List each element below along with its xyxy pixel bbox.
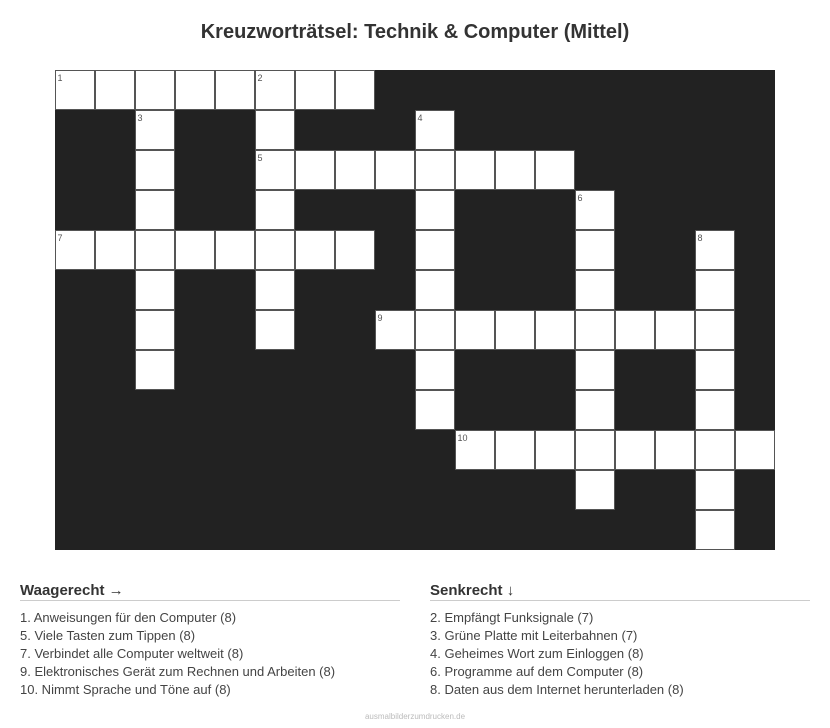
across-clues [20, 582, 400, 699]
clue-number: 8 [697, 232, 703, 243]
grid-cell[interactable] [95, 230, 135, 270]
grid-cell[interactable] [455, 310, 495, 350]
grid-cell[interactable] [495, 430, 535, 470]
clue-down: 2. Empfängt Funksignale (7) [430, 610, 594, 625]
clue-number: 4 [417, 112, 423, 123]
grid-cell[interactable] [295, 150, 335, 190]
grid-cell[interactable] [375, 310, 415, 350]
clue-across: 5. Viele Tasten zum Tippen (8) [20, 628, 196, 643]
grid-cell[interactable] [495, 310, 535, 350]
grid-cell[interactable] [255, 190, 295, 230]
grid-cell[interactable] [255, 110, 295, 150]
grid-cell[interactable] [415, 230, 455, 270]
clue-across: 9. Elektronisches Gerät zum Rechnen und Arbeiten (8) [20, 664, 336, 679]
clue-number: 7 [57, 232, 63, 243]
grid-cell[interactable] [575, 470, 615, 510]
across-heading: Waagerecht → [20, 582, 400, 601]
grid-cell[interactable] [335, 150, 375, 190]
grid-cell[interactable] [255, 230, 295, 270]
grid-cell[interactable] [175, 230, 215, 270]
grid-cell[interactable] [575, 350, 615, 390]
grid-cell[interactable] [255, 270, 295, 310]
grid-cell[interactable] [415, 270, 455, 310]
grid-cell[interactable] [135, 270, 175, 310]
grid-cell[interactable] [55, 70, 95, 110]
grid-cell[interactable] [575, 270, 615, 310]
grid-cell[interactable] [135, 70, 175, 110]
grid-cell[interactable] [655, 430, 695, 470]
clue-number: 2 [257, 72, 263, 83]
grid-cell[interactable] [135, 230, 175, 270]
grid-cell[interactable] [415, 190, 455, 230]
clue-number: 1 [57, 72, 63, 83]
grid-cell[interactable] [55, 230, 95, 270]
grid-cell[interactable] [695, 230, 735, 270]
grid-cell[interactable] [695, 430, 735, 470]
grid-cell[interactable] [615, 430, 655, 470]
grid-cell[interactable] [215, 230, 255, 270]
grid-cell[interactable] [695, 310, 735, 350]
down-clues [430, 582, 810, 699]
grid-cell[interactable] [135, 190, 175, 230]
grid-cell[interactable] [415, 310, 455, 350]
grid-cell[interactable] [135, 110, 175, 150]
grid-cell[interactable] [135, 310, 175, 350]
footer-watermark: ausmalbilderzumdrucken.de [364, 712, 466, 721]
grid-cell[interactable] [255, 150, 295, 190]
grid-cell[interactable] [695, 470, 735, 510]
grid-cell[interactable] [255, 70, 295, 110]
clue-number: 10 [457, 432, 468, 443]
grid-cell[interactable] [415, 110, 455, 150]
grid-cell[interactable] [215, 70, 255, 110]
grid-cell[interactable] [695, 270, 735, 310]
grid-cell[interactable] [255, 310, 295, 350]
grid-cell[interactable] [535, 150, 575, 190]
down-heading: Senkrecht ↓ [430, 582, 810, 601]
crossword-grid [55, 70, 775, 550]
grid-cell[interactable] [415, 150, 455, 190]
grid-cell[interactable] [735, 430, 775, 470]
grid-cell[interactable] [535, 310, 575, 350]
clue-number: 6 [577, 192, 583, 203]
clue-number: 3 [137, 112, 143, 123]
clue-down: 4. Geheimes Wort zum Einloggen (8) [430, 646, 644, 661]
grid-cell[interactable] [695, 390, 735, 430]
grid-cell[interactable] [575, 230, 615, 270]
grid-cell[interactable] [335, 70, 375, 110]
grid-cell[interactable] [375, 150, 415, 190]
grid-cell[interactable] [135, 350, 175, 390]
grid-cell[interactable] [455, 150, 495, 190]
grid-cell[interactable] [95, 70, 135, 110]
clue-number: 5 [257, 152, 263, 163]
clue-across: 1. Anweisungen für den Computer (8) [20, 610, 237, 625]
grid-cell[interactable] [455, 430, 495, 470]
grid-cell[interactable] [575, 190, 615, 230]
grid-cell[interactable] [575, 430, 615, 470]
grid-cell[interactable] [695, 510, 735, 550]
grid-cell[interactable] [695, 350, 735, 390]
grid-cell[interactable] [335, 230, 375, 270]
grid-cell[interactable] [175, 70, 215, 110]
clue-down: 3. Grüne Platte mit Leiterbahnen (7) [430, 628, 638, 643]
grid-cell[interactable] [575, 390, 615, 430]
clue-number: 9 [377, 312, 383, 323]
grid-cell[interactable] [135, 150, 175, 190]
page-title: Kreuzworträtsel: Technik & Computer (Mittel) [200, 21, 630, 43]
clue-down: 8. Daten aus dem Internet herunterladen (8) [430, 682, 684, 697]
grid-cell[interactable] [535, 430, 575, 470]
grid-cell[interactable] [295, 70, 335, 110]
grid-cell[interactable] [575, 310, 615, 350]
grid-cell[interactable] [615, 310, 655, 350]
clue-down: 6. Programme auf dem Computer (8) [430, 664, 644, 679]
grid-cell[interactable] [295, 230, 335, 270]
clue-across: 10. Nimmt Sprache und Töne auf (8) [20, 682, 231, 697]
grid-cell[interactable] [655, 310, 695, 350]
clue-across: 7. Verbindet alle Computer weltweit (8) [20, 646, 244, 661]
grid-cell[interactable] [415, 390, 455, 430]
grid-cell[interactable] [495, 150, 535, 190]
grid-cell[interactable] [415, 350, 455, 390]
